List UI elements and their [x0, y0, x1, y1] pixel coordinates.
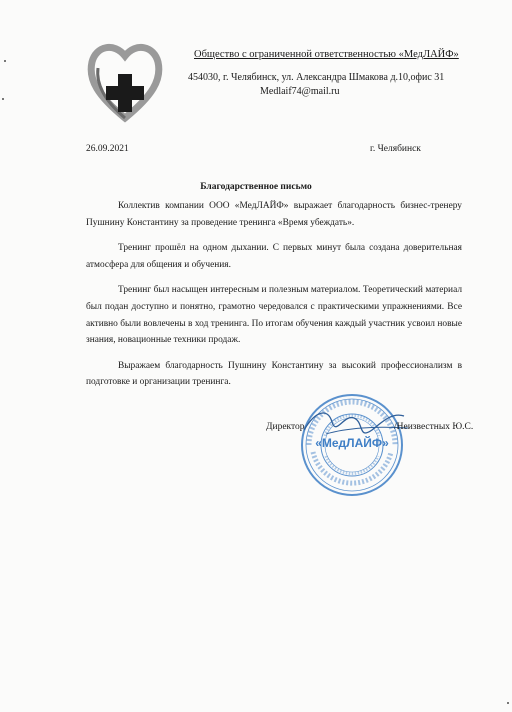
- letter-paragraph: Тренинг прошёл на одном дыхании. С первых минут была создана доверительная атмосфера для общения и обучения.: [86, 243, 462, 270]
- heart-medical-cross-logo-icon: [84, 38, 166, 124]
- letter-title: Благодарственное письмо: [200, 182, 312, 192]
- stamp-company-name: «МедЛАЙФ»: [315, 436, 389, 450]
- org-address: 454030, г. Челябинск, ул. Александра Шмакова д.10,офис 31: [188, 72, 445, 83]
- org-email: Medlaif74@mail.ru: [260, 86, 340, 97]
- letter-body: [86, 198, 462, 400]
- letter-date: 26.09.2021: [86, 144, 129, 154]
- letter-city: г. Челябинск: [370, 144, 421, 154]
- letter-paragraph: Коллектив компании ООО «МедЛАЙФ» выражает благодарность бизнес-тренеру Пушнину Константину за проведение тренинга «Время убеждать».: [86, 201, 462, 228]
- signer-name: /Неизвестных Ю.С.: [394, 422, 474, 432]
- org-name: Общество с ограниченной ответственностью «МедЛАЙФ»: [194, 49, 459, 60]
- signer-position: Директор: [266, 422, 305, 432]
- letter-paragraph: Тренинг был насыщен интересным и полезным материалом. Теоретический материал был подан доступно и понятно, грамотно чередовался с практическими упражнениями. Все активно были вовлечены в ход тренинга. По итогам обучения каждый участник усвоил новые знания, новационные техники продаж.: [86, 285, 462, 346]
- letter-paragraph: Выражаем благодарность Пушнину Константину за высокий профессионализм в подготовке и организации тренинга.: [86, 360, 462, 388]
- scan-speck: [507, 702, 509, 704]
- scan-speck: [2, 98, 4, 100]
- scan-speck: [4, 60, 6, 62]
